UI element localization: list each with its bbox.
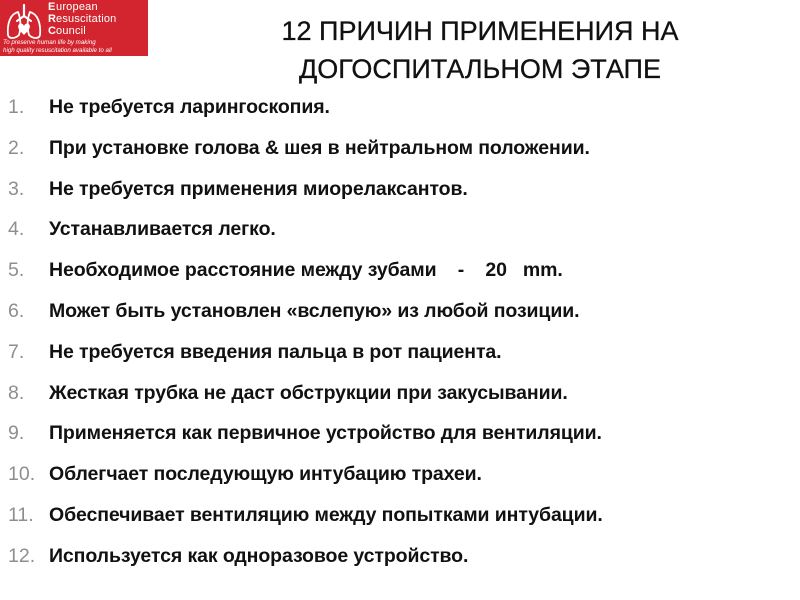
reason-number: 7.: [8, 340, 25, 363]
reason-number: 1.: [8, 96, 25, 118]
logo-word-resuscitation: Resuscitation: [48, 13, 117, 25]
logo-word-council: Council: [48, 25, 86, 37]
logo-motto-line1: To preserve human life by making: [3, 39, 96, 46]
reason-text: Обеспечивает вентиляцию между попытками интубации.: [49, 503, 603, 526]
logo-word-european: European: [48, 1, 98, 13]
reason-number: 3.: [8, 177, 25, 200]
reason-text: Облегчает последующую интубацию трахеи.: [49, 463, 482, 486]
reason-item-4: [0, 212, 790, 253]
reason-item-1: [0, 90, 790, 131]
reason-text: Не требуется ларингоскопия.: [49, 96, 330, 118]
erc-logo: [0, 0, 148, 56]
reason-item-10: [0, 457, 790, 498]
reason-number: 4.: [8, 218, 25, 241]
reason-text: Применяется как первичное устройство для вентиляции.: [49, 422, 602, 445]
reason-number: 8.: [8, 381, 25, 404]
reason-number: 12.: [8, 544, 36, 567]
reason-number: 10.: [8, 463, 36, 486]
reason-item-9: [0, 416, 790, 457]
reason-item-12: [0, 539, 790, 580]
reason-number: 5.: [8, 259, 25, 282]
reason-item-5: [0, 253, 790, 294]
logo-motto-line2: high quality resuscitation available to all: [3, 46, 112, 54]
reason-item-11: [0, 498, 790, 539]
reason-item-7: [0, 335, 790, 376]
logo-motto: [3, 39, 147, 54]
reason-text: При установке голова & шея в нейтральном положении.: [49, 136, 590, 159]
reason-item-8: [0, 376, 790, 417]
reason-number: 9.: [8, 422, 25, 445]
slide-title-line1: 12 ПРИЧИН ПРИМЕНЕНИЯ НА: [281, 16, 679, 46]
reason-number: 6.: [8, 299, 25, 322]
reason-number: 2.: [8, 136, 25, 159]
reason-text: Используется как одноразовое устройство.: [49, 544, 469, 567]
reason-item-6: [0, 294, 790, 335]
reason-text: Не требуется введения пальца в рот пациента.: [49, 340, 502, 363]
reasons-list: [0, 90, 790, 580]
slide-title-line2: ДОГОСПИТАЛЬНОМ ЭТАПЕ: [299, 54, 661, 84]
reason-text: Необходимое расстояние между зубами - 20 mm.: [49, 259, 563, 282]
reason-text: Устанавливается легко.: [49, 218, 276, 241]
lungs-heart-icon: [3, 2, 45, 44]
reason-number: 11.: [8, 503, 34, 526]
slide-title: [180, 12, 780, 88]
reason-text: Не требуется применения миорелаксантов.: [49, 177, 468, 200]
reason-item-3: [0, 172, 790, 213]
reason-text: Может быть установлен «вслепую» из любой позиции.: [49, 299, 580, 322]
reason-item-2: [0, 131, 790, 172]
reason-text: Жесткая трубка не даст обструкции при закусывании.: [49, 381, 568, 404]
